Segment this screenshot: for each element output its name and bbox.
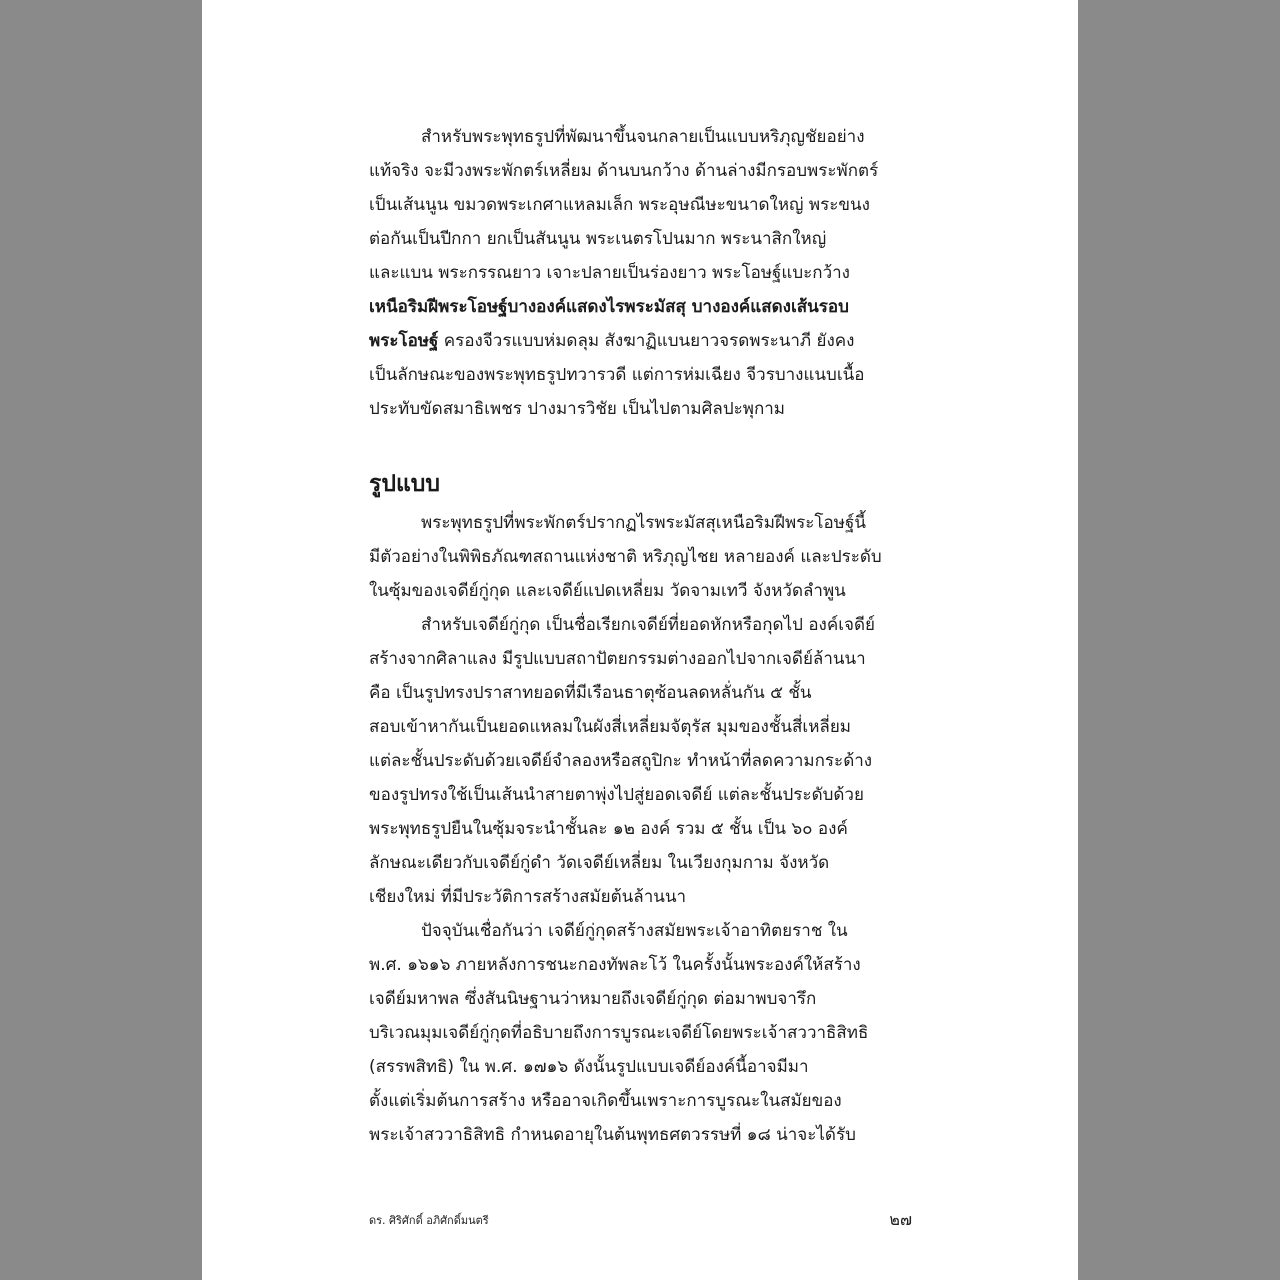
text-line — [369, 154, 912, 188]
text-line — [369, 948, 912, 982]
text-line — [369, 710, 912, 744]
paragraph — [369, 608, 912, 914]
text-line — [369, 778, 912, 812]
text-segment: สร้างจากศิลาแลง มีรูปแบบสถาปัตยกรรมต่างออกไปจากเจดีย์ล้านนา — [369, 649, 866, 669]
text-segment: บริเวณมุมเจดีย์กู่กุดที่อธิบายถึงการบูรณะเจดีย์โดยพระเจ้าสววาธิสิทธิ — [369, 1023, 869, 1043]
text-line — [369, 676, 912, 710]
page-content — [369, 120, 912, 1152]
text-line — [369, 188, 912, 222]
text-segment: พระพุทธรูปที่พระพักตร์ปรากฏไรพระมัสสุเหนือริมฝีพระโอษฐ์นี้ — [421, 513, 866, 533]
text-segment: ปัจจุบันเชื่อกันว่า เจดีย์กู่กุดสร้างสมัยพระเจ้าอาทิตยราช ใน — [421, 921, 848, 941]
text-line — [369, 506, 912, 540]
text-line — [369, 1050, 912, 1084]
text-segment: ประทับขัดสมาธิเพชร ปางมารวิชัย เป็นไปตามศิลปะพุกาม — [369, 399, 786, 419]
text-segment: สำหรับเจดีย์กู่กุด เป็นชื่อเรียกเจดีย์ที่ยอดหักหรือกุดไป องค์เจดีย์ — [421, 615, 875, 635]
text-segment: สอบเข้าหากันเป็นยอดแหลมในผังสี่เหลี่ยมจัตุรัส มุมของชั้นสี่เหลี่ยม — [369, 717, 851, 737]
text-segment: พระเจ้าสววาธิสิทธิ กำหนดอายุในต้นพุทธศตวรรษที่ ๑๘ น่าจะได้รับ — [369, 1125, 856, 1145]
text-segment: ครองจีวรแบบห่มดลุม สังฆาฏิแบนยาวจรดพระนาภี ยังคง — [438, 331, 855, 351]
text-segment: แท้จริง จะมีวงพระพักตร์เหลี่ยม ด้านบนกว้าง ด้านล่างมีกรอบพระพักตร์ — [369, 161, 879, 181]
text-segment: ของรูปทรงใช้เป็นเส้นนำสายตาพุ่งไปสู่ยอดเจดีย์ แต่ละชั้นประดับด้วย — [369, 785, 864, 805]
text-line — [369, 914, 912, 948]
text-line — [369, 290, 912, 324]
text-segment: มีตัวอย่างในพิพิธภัณฑสถานแห่งชาติ หริภุญไชย หลายองค์ และประดับ — [369, 547, 882, 567]
text-line — [369, 222, 912, 256]
text-line — [369, 358, 912, 392]
text-line — [369, 574, 912, 608]
text-segment: ตั้งแต่เริ่มต้นการสร้าง หรืออาจเกิดขึ้นเพราะการบูรณะในสมัยของ — [369, 1091, 842, 1111]
text-line — [369, 1118, 912, 1152]
text-line — [369, 392, 912, 426]
paragraph — [369, 506, 912, 608]
text-line — [369, 982, 912, 1016]
section-heading: รูปแบบ — [369, 471, 440, 497]
paragraph — [369, 914, 912, 1152]
text-segment: แต่ละชั้นประดับด้วยเจดีย์จำลองหรือสถูปิกะ ทำหน้าที่ลดความกระด้าง — [369, 751, 873, 771]
page-footer — [369, 1208, 912, 1232]
text-line — [369, 1016, 912, 1050]
text-segment: พระพุทธรูปยืนในซุ้มจระนำชั้นละ ๑๒ องค์ รวม ๕ ชั้น เป็น ๖๐ องค์ — [369, 819, 848, 839]
paragraph — [369, 120, 912, 426]
text-segment: ต่อกันเป็นปีกกา ยกเป็นสันนูน พระเนตรโปนมาก พระนาสิกใหญ่ — [369, 229, 827, 249]
text-line — [369, 120, 912, 154]
text-line — [369, 256, 912, 290]
text-segment: ในซุ้มของเจดีย์กู่กุด และเจดีย์แปดเหลี่ยม วัดจามเทวี จังหวัดลำพูน — [369, 581, 846, 601]
text-segment: เป็นลักษณะของพระพุทธรูปทวารวดี แต่การห่มเฉียง จีวรบางแนบเนื้อ — [369, 365, 865, 385]
text-line — [369, 324, 912, 358]
text-line — [369, 846, 912, 880]
text-line — [369, 880, 912, 914]
text-segment: และแบน พระกรรณยาว เจาะปลายเป็นร่องยาว พระโอษฐ์แบะกว้าง — [369, 263, 850, 283]
page-number: ๒๗ — [889, 1210, 912, 1229]
text-line — [369, 1084, 912, 1118]
text-segment: พ.ศ. ๑๖๑๖ ภายหลังการชนะกองทัพละโว้ ในครั้งนั้นพระองค์ให้สร้าง — [369, 955, 861, 975]
bold-text: พระโอษฐ์ — [369, 331, 439, 351]
form-section — [369, 506, 912, 1152]
bold-text: เหนือริมฝีพระโอษฐ์บางองค์แสดงไรพระมัสสุ บางองค์แสดงเส้นรอบ — [369, 297, 849, 317]
text-line — [369, 812, 912, 846]
book-page — [202, 0, 1078, 1280]
text-line — [369, 744, 912, 778]
text-segment: คือ เป็นรูปทรงปราสาทยอดที่มีเรือนธาตุซ้อนลดหลั่นกัน ๕ ชั้น — [369, 683, 812, 703]
intro-section — [369, 120, 912, 426]
text-line — [369, 642, 912, 676]
text-segment: เชียงใหม่ ที่มีประวัติการสร้างสมัยต้นล้านนา — [369, 887, 687, 907]
section-gap — [369, 426, 912, 462]
text-segment: (สรรพสิทธิ) ใน พ.ศ. ๑๗๑๖ ดังนั้นรูปแบบเจดีย์องค์นี้อาจมีมา — [369, 1057, 809, 1077]
text-segment: เป็นเส้นนูน ขมวดพระเกศาแหลมเล็ก พระอุษณีษะขนาดใหญ่ พระขนง — [369, 195, 870, 215]
footer-author: ดร. ศิริศักดิ์ อภิศักดิ์มนตรี — [369, 1214, 489, 1227]
text-segment: สำหรับพระพุทธรูปที่พัฒนาขึ้นจนกลายเป็นแบบหริภุญชัยอย่าง — [421, 127, 865, 147]
text-segment: ลักษณะเดียวกับเจดีย์กู่ดำ วัดเจดีย์เหลี่ยม ในเวียงกุมกาม จังหวัด — [369, 853, 830, 873]
text-line — [369, 608, 912, 642]
text-segment: เจดีย์มหาพล ซึ่งสันนิษฐานว่าหมายถึงเจดีย์กู่กุด ต่อมาพบจารึก — [369, 989, 817, 1009]
text-line — [369, 540, 912, 574]
